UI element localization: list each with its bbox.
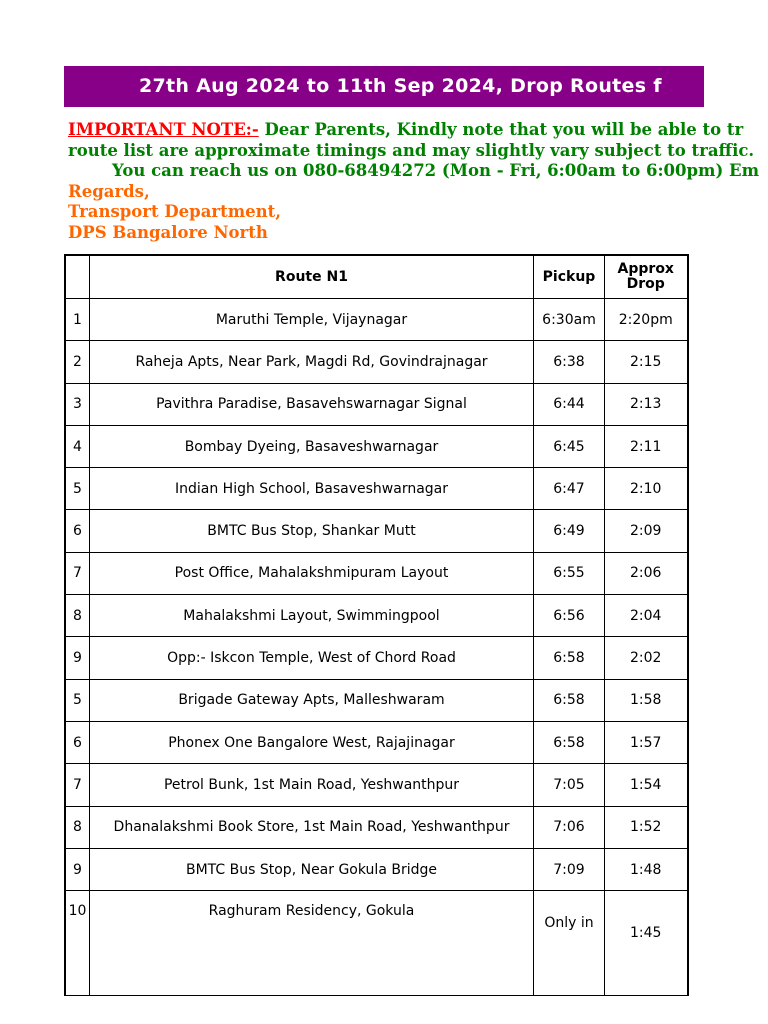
pickup-time: 6:49	[534, 510, 605, 552]
table-row	[65, 383, 688, 425]
table-header-row	[65, 255, 688, 299]
stop-name: BMTC Bus Stop, Near Gokula Bridge	[90, 848, 534, 890]
table-row	[65, 425, 688, 467]
drop-time: 2:09	[605, 510, 688, 552]
header-drop-line2: Drop	[626, 276, 665, 292]
pickup-time: 6:38	[534, 341, 605, 383]
row-number: 7	[65, 764, 90, 806]
pickup-time: 6:55	[534, 552, 605, 594]
table-row	[65, 299, 688, 341]
table-row	[65, 341, 688, 383]
pickup-time: 6:47	[534, 468, 605, 510]
stop-name: Maruthi Temple, Vijaynagar	[90, 299, 534, 341]
pickup-time: 6:30am	[534, 299, 605, 341]
stop-name: Bombay Dyeing, Basaveshwarnagar	[90, 425, 534, 467]
pickup-time: 6:58	[534, 721, 605, 763]
pickup-time: 7:09	[534, 848, 605, 890]
stop-name: Raghuram Residency, Gokula	[90, 891, 534, 996]
row-number: 6	[65, 510, 90, 552]
banner-title: 27th Aug 2024 to 11th Sep 2024, Drop Routes f	[139, 75, 662, 97]
drop-time: 2:11	[605, 425, 688, 467]
stop-name: Dhanalakshmi Book Store, 1st Main Road, Yeshwanthpur	[90, 806, 534, 848]
table-row	[65, 552, 688, 594]
header-drop-line1: Approx	[617, 261, 674, 277]
header-drop	[605, 255, 688, 299]
school-name: DPS Bangalore North	[68, 222, 268, 242]
drop-time: 2:20pm	[605, 299, 688, 341]
pickup-time: 6:58	[534, 679, 605, 721]
pickup-time: 6:45	[534, 425, 605, 467]
stop-name: Brigade Gateway Apts, Malleshwaram	[90, 679, 534, 721]
note-line1-text: Dear Parents, Kindly note that you will be able to tr	[258, 120, 744, 139]
note-line-1	[68, 120, 744, 141]
row-number: 5	[65, 679, 90, 721]
header-number	[65, 255, 90, 299]
drop-time: 2:15	[605, 341, 688, 383]
important-note	[68, 120, 760, 243]
table-body	[65, 299, 688, 996]
regards-text: Regards,	[68, 181, 150, 201]
row-number: 5	[65, 468, 90, 510]
drop-time: 1:52	[605, 806, 688, 848]
row-number: 1	[65, 299, 90, 341]
row-number: 9	[65, 637, 90, 679]
row-number: 8	[65, 595, 90, 637]
stop-name: Mahalakshmi Layout, Swimmingpool	[90, 595, 534, 637]
table-row	[65, 637, 688, 679]
row-number: 8	[65, 806, 90, 848]
row-number: 4	[65, 425, 90, 467]
drop-time: 2:02	[605, 637, 688, 679]
table-row	[65, 721, 688, 763]
note-line-2: route list are approximate timings and may slightly vary subject to traffic.	[68, 140, 755, 160]
table-row	[65, 848, 688, 890]
stop-name: Indian High School, Basaveshwarnagar	[90, 468, 534, 510]
drop-time: 1:58	[605, 679, 688, 721]
row-number: 7	[65, 552, 90, 594]
header-route: Route N1	[90, 255, 534, 299]
stop-name: Petrol Bunk, 1st Main Road, Yeshwanthpur	[90, 764, 534, 806]
stop-name: Raheja Apts, Near Park, Magdi Rd, Govindrajnagar	[90, 341, 534, 383]
row-number: 6	[65, 721, 90, 763]
table-row	[65, 764, 688, 806]
department-text: Transport Department,	[68, 202, 282, 221]
note-line-3: You can reach us on 080-68494272 (Mon - Fri, 6:00am to 6:00pm) Em	[112, 161, 760, 180]
drop-time: 2:10	[605, 468, 688, 510]
pickup-time: 6:56	[534, 595, 605, 637]
drop-time: 1:45	[605, 891, 688, 996]
stop-name: Pavithra Paradise, Basavehswarnagar Signal	[90, 383, 534, 425]
row-number: 2	[65, 341, 90, 383]
row-number: 3	[65, 383, 90, 425]
stop-name: Phonex One Bangalore West, Rajajinagar	[90, 721, 534, 763]
stop-name: Post Office, Mahalakshmipuram Layout	[90, 552, 534, 594]
pickup-time: 7:06	[534, 806, 605, 848]
table-row	[65, 468, 688, 510]
table-row	[65, 595, 688, 637]
note-label: IMPORTANT NOTE:-	[68, 120, 259, 139]
drop-time: 1:48	[605, 848, 688, 890]
drop-time: 2:04	[605, 595, 688, 637]
drop-time: 1:54	[605, 764, 688, 806]
drop-time: 2:06	[605, 552, 688, 594]
table-row	[65, 806, 688, 848]
pickup-time: 7:05	[534, 764, 605, 806]
route-table	[64, 254, 689, 996]
drop-time: 2:13	[605, 383, 688, 425]
table-row	[65, 679, 688, 721]
pickup-time: Only in	[534, 891, 605, 996]
drop-time: 1:57	[605, 721, 688, 763]
stop-name: BMTC Bus Stop, Shankar Mutt	[90, 510, 534, 552]
table-row	[65, 891, 688, 996]
pickup-time: 6:58	[534, 637, 605, 679]
row-number: 10	[65, 891, 90, 996]
header-pickup: Pickup	[534, 255, 605, 299]
title-banner	[64, 66, 704, 107]
row-number: 9	[65, 848, 90, 890]
table-row	[65, 510, 688, 552]
stop-name: Opp:- Iskcon Temple, West of Chord Road	[90, 637, 534, 679]
pickup-time: 6:44	[534, 383, 605, 425]
